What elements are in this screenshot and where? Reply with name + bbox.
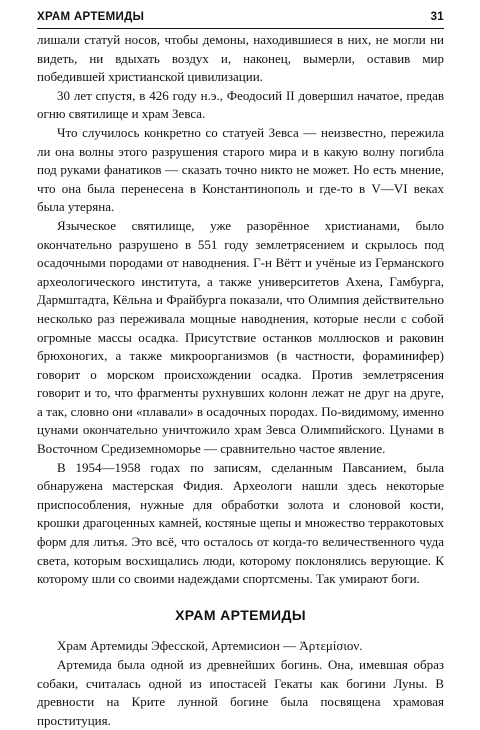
header-rule xyxy=(37,28,444,29)
body-text xyxy=(37,31,444,730)
paragraph: В 1954—1958 годах по записям, сделанным Павсанием, была обнаружена мастерская Фидия. Археологи нашли здесь некоторые приспособления, нужные для обработки золота и слоновой кости, крошки драгоценных камней, костяные щепы и множество терракотовых форм для литья. Это всё, что осталось от когда-то величественного чуда света, которым восхищались люди, которому поклонялись верующие. К которому шли со своими надеждами спортсмены. Так умирают боги. xyxy=(37,459,444,587)
page-number: 31 xyxy=(430,11,444,23)
section-paragraph: Артемида была одной из древнейших богинь. Она, имевшая образ собаки, считалась одной из ипостасей Гекаты как богини Луны. В древности на Крите лунной богине была посвящена храмовая проституция. xyxy=(37,657,444,728)
paragraph: 30 лет спустя, в 426 году н.э., Феодосий II довершил начатое, предав огню святилище и храм Зевса. xyxy=(37,87,444,122)
section-heading: ХРАМ АРТЕМИДЫ xyxy=(175,606,306,623)
paragraph: Языческое святилище, уже разорённое христианами, было окончательно разрушено в 551 году землетрясением и скрылось под осадочными породами от наводнения. Г-н Вётт и учёные из Германского археологического института, а также университетов Ахена, Гамбурга, Дармштадта, Кёльна и Фрайбурга показали, что Олимпия действительно несколько раз переживала мощные наводнения, которые несли с собой огромные массы осадка. Присутствие останков моллюсков и раковин брюхоногих, а также микроорганизмов (в частности, фораминифер) говорит о морском происхождении осадка. Против землетрясения говорит и то, что фрагменты рухнувших колонн лежат не друг на друге, а так, словно они «плавали» в осадочных породах. По-видимому, именно цунами окончательно уничтожило храм Зевса Олимпийского. Цунами в Восточном Средиземноморье — сравнительно частое явление. xyxy=(37,217,444,457)
paragraph: Что случилось конкретно со статуей Зевса — неизвестно, пережила ли она волны этого разрушения старого мира и в какую волну погибла под руками фанатиков — сказать точно никто не может. Но есть мнение, что она была перенесена в Константинополь и где-то в V—VI веках была утеряна. xyxy=(37,124,444,215)
running-title: ХРАМ АРТЕМИДЫ xyxy=(37,11,145,23)
section-paragraph: Храм Артемиды Эфесской, Артемисион — Ἀρτεμίσιον. xyxy=(57,638,363,654)
paragraph-continued: лишали статуй носов, чтобы демоны, находившиеся в них, не могли ни видеть, ни вдыхать воздух и, наконец, вымерли, оставив мир победившей христианской цивилизации. xyxy=(37,32,444,85)
running-header xyxy=(37,11,444,23)
